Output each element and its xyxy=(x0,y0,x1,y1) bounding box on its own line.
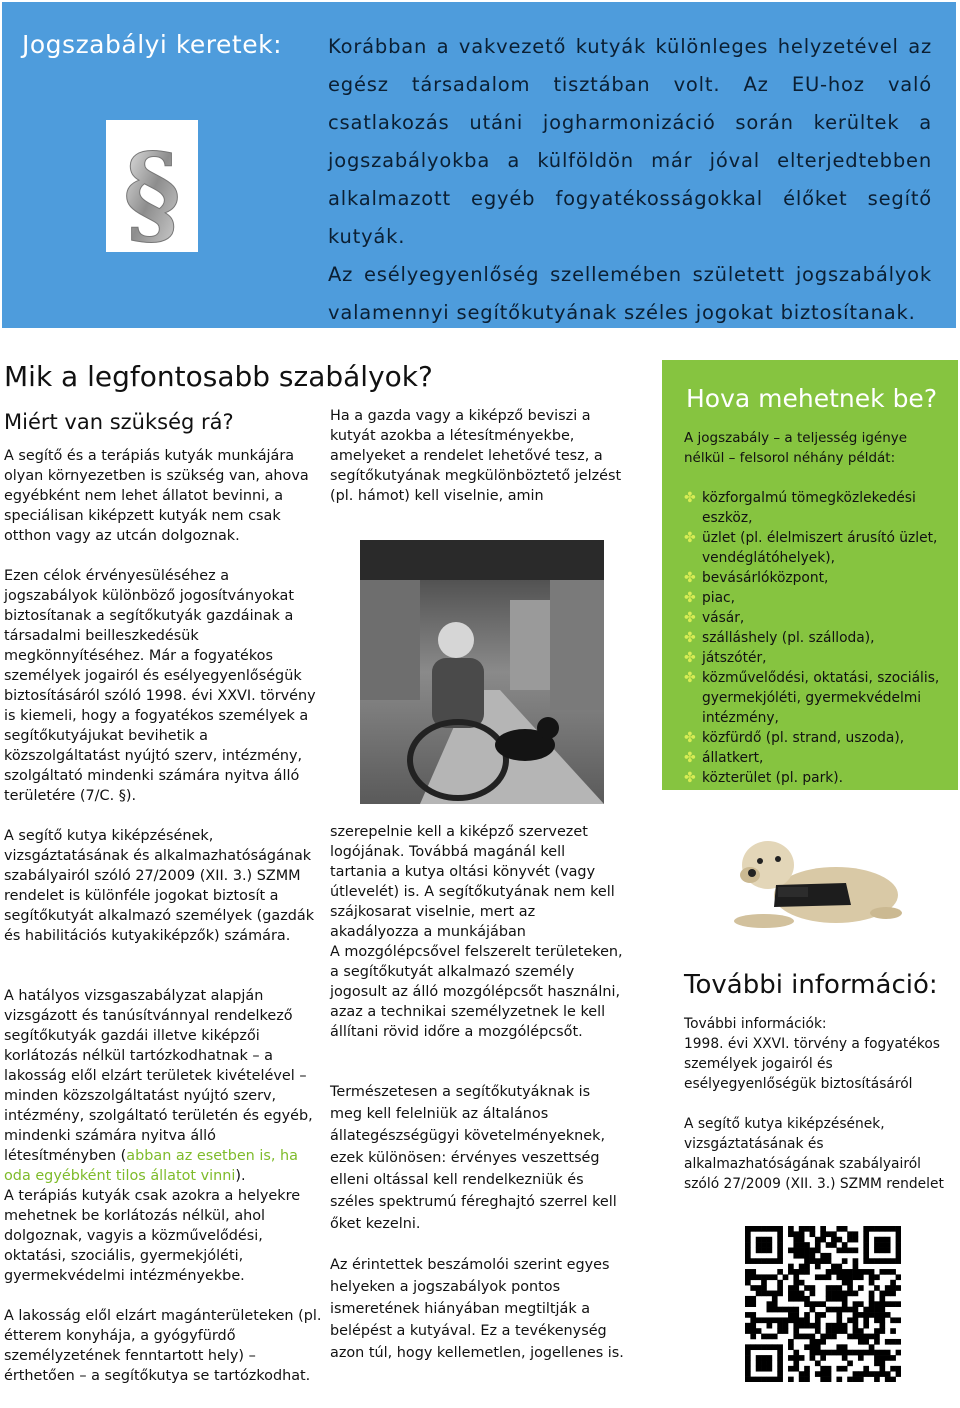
left-paragraph-5: A lakosság elől elzárt magánterületeken (pl. étterem konyhája, a gyógyfürdő személyzetének fenntartott hely) – érthetően – a segítőkutya se tartózkodhat. xyxy=(4,1308,322,1384)
list-item: ✤ állatkert, xyxy=(684,750,764,766)
left-paragraph-4-text-b: ). xyxy=(235,1168,246,1184)
list-item: ✤ játszótér, xyxy=(684,650,767,666)
list-item: ✤ közművelődési, oktatási, szociális, gyermekjóléti, gyermekvédelmi intézmény, xyxy=(684,670,940,726)
flower-bullet-icon: ✤ xyxy=(684,610,696,626)
flower-bullet-icon: ✤ xyxy=(684,750,696,766)
middle-paragraph-2 xyxy=(330,822,626,1042)
middle-paragraph-2-text-a: szerepelnie kell a kiképző szervezet logójának. Továbbá magánál kell tartania a kutya oltási könyvét (vagy útlevelét) is. A segítőkutyának nem kell szájkosarat viselnie, mert az akadályozza a munkájában xyxy=(330,824,615,940)
flower-bullet-icon: ✤ xyxy=(684,670,696,686)
flower-bullet-icon: ✤ xyxy=(684,630,696,646)
flower-bullet-icon: ✤ xyxy=(684,730,696,746)
left-paragraph-4-highlight: abban az esetben is, ha oda egyébként tilos állatot vinni xyxy=(4,1148,298,1184)
header-title: Jogszabályi keretek: xyxy=(22,30,282,59)
list-item: ✤ üzlet (pl. élelmiszert árusító üzlet, vendéglátóhelyek), xyxy=(684,530,938,566)
info-paragraph-2: A segítő kutya kiképzésének, vizsgáztatásának és alkalmazhatóságának szabályairól szóló 27/2009 (XII. 3.) SZMM rendelet xyxy=(684,1116,944,1192)
middle-paragraph-1: Ha a gazda vagy a kiképző beviszi a kutyát azokba a létesítményekbe, amelyeket a rendelet lehetővé tesz, a segítőkutyának megkülönböztető jelzést (pl. hámot) kell viselnie, amin xyxy=(330,408,622,504)
info-paragraph-1-text: 1998. évi XXVI. törvény a fogyatékos személyek jogairól és esélyegyenlőségük biztosításáról xyxy=(684,1036,940,1092)
middle-paragraph-3: Természetesen a segítőkutyáknak is meg kell felelniük az általános állategészségügyi követelményeknek, ezek különösen: érvényes veszettség elleni oltással kell rendelkezniük és széles spektrumú féreghajtó szerrel kell őket kezelni. xyxy=(330,1084,617,1232)
svg-text:§: § xyxy=(123,129,181,252)
flower-bullet-icon: ✤ xyxy=(684,650,696,666)
flower-bullet-icon: ✤ xyxy=(684,570,696,586)
middle-paragraph-4: Az érintettek beszámolói szerint egyes helyeken a jogszabályok pontos ismeretének hiányában megtiltják a belépést a kutyával. Ez a tevékenység azon túl, hogy kellemetlen, jogellenes is. xyxy=(330,1257,624,1361)
list-item: ✤ piac, xyxy=(684,590,736,606)
list-item: ✤ közterület (pl. park). xyxy=(684,770,844,786)
section-title: Mik a legfontosabb szabályok? xyxy=(4,360,433,393)
left-paragraph-4-text-a: A hatályos vizsgaszabályzat alapján vizsgázott és tanúsítvánnyal rendelkező segítőkutyák gazdái illetve kiképzői korlátozás nélkül tartózkodhatnak – a lakosság elől elzárt területek kivételével – minden közszolgáltatást nyújtó szerv, intézmény, szolgáltató területén és egyéb, mindenki számára nyitva álló létesítményben ( xyxy=(4,988,313,1164)
header-paragraph-1: Korábban a vakvezető kutyák különleges helyzetével az egész társadalom tisztában volt. Az EU-hoz való csatlakozás utáni jogharmonizáció során kerültek a jogszabályokba a külföldön már jóval elterjedtebben alkalmazott egyéb fogyatékosságokkal élőket segítő kutyák. xyxy=(328,35,932,248)
wheelchair-user-with-assistance-dog-photo xyxy=(360,540,604,804)
list-item: ✤ szálláshely (pl. szálloda), xyxy=(684,630,875,646)
left-paragraph-4 xyxy=(4,986,324,1286)
list-item: ✤ közfürdő (pl. strand, uszoda), xyxy=(684,730,905,746)
left-paragraph-4-text-c: A terápiás kutyák csak azokra a helyekre mehetnek be korlátozás nélkül, ahol dolgoznak, vagyis a közművelődési, oktatási, szociális, gyermekjóléti, gyermekvédelmi intézményekbe. xyxy=(4,1188,301,1284)
sidebar-list xyxy=(684,488,946,788)
left-paragraph-1: A segítő és a terápiás kutyák munkájára olyan környezetben is szükség van, ahova egyébként nem lehet állatot bevinni, a speciálisan kiképzett kutyák nem csak otthon vagy az utcán dolgoznak. xyxy=(4,448,309,544)
list-item: ✤ bevásárlóközpont, xyxy=(684,570,829,586)
flower-bullet-icon: ✤ xyxy=(684,530,696,546)
left-paragraph-2: Ezen célok érvényesüléséhez a jogszabályok különböző jogosítványokat biztosítanak a segítőkutyák gazdáinak a társadalmi beilleszkedésük megkönnyítéséhez. Már a fogyatékos személyek jogairól és esélyegyenlőségük biztosításáról szóló 1998. évi XXVI. törvény is kiemeli, hogy a fogyatékos személyek a segítőkutyájukat bevihetik a közszolgáltatást nyújtó szerv, intézmény, szolgáltató mindenki számára nyitva álló területére (7/C. §). xyxy=(4,568,316,804)
qr-code[interactable] xyxy=(745,1226,901,1382)
left-paragraph-3: A segítő kutya kiképzésének, vizsgáztatásának és alkalmazhatóságának szabályairól szóló 27/2009 (XII. 3.) SZMM rendelet is különféle jogokat biztosít a segítőkutyát alkalmazó személyek (gazdák és habilitációs kutyakiképzők) számára. xyxy=(4,828,315,944)
header-paragraph-2: Az esélyegyenlőség szellemében született jogszabályok valamennyi segítőkutyának széles jogokat biztosítanak. xyxy=(328,263,932,324)
info-title: További információ: xyxy=(684,970,938,1000)
list-item: ✤ vásár, xyxy=(684,610,745,626)
flower-bullet-icon: ✤ xyxy=(684,590,696,606)
info-paragraph-1-heading: További információk: xyxy=(684,1016,827,1032)
sidebar-title: Hova mehetnek be? xyxy=(686,384,938,413)
header-text xyxy=(328,28,932,332)
sidebar-intro: A jogszabály – a teljesség igénye nélkül – felsorol néhány példát: xyxy=(684,430,908,466)
info-paragraph-1 xyxy=(684,1014,946,1094)
section-subtitle: Miért van szükség rá? xyxy=(4,410,234,434)
flower-bullet-icon: ✤ xyxy=(684,770,696,786)
golden-retriever-lying-photo xyxy=(716,825,906,937)
middle-paragraph-2-text-b: A mozgólépcsővel felszerelt területeken, a segítőkutyát alkalmazó személy jogosult az álló mozgólépcsőt használni, azaz a technikai személyzetnek le kell állítani rövid időre a mozgólépcsőt. xyxy=(330,944,623,1040)
paragraph-section-sign-icon xyxy=(106,120,198,252)
list-item: ✤ közforgalmú tömegközlekedési eszköz, xyxy=(684,490,916,526)
flower-bullet-icon: ✤ xyxy=(684,490,696,506)
